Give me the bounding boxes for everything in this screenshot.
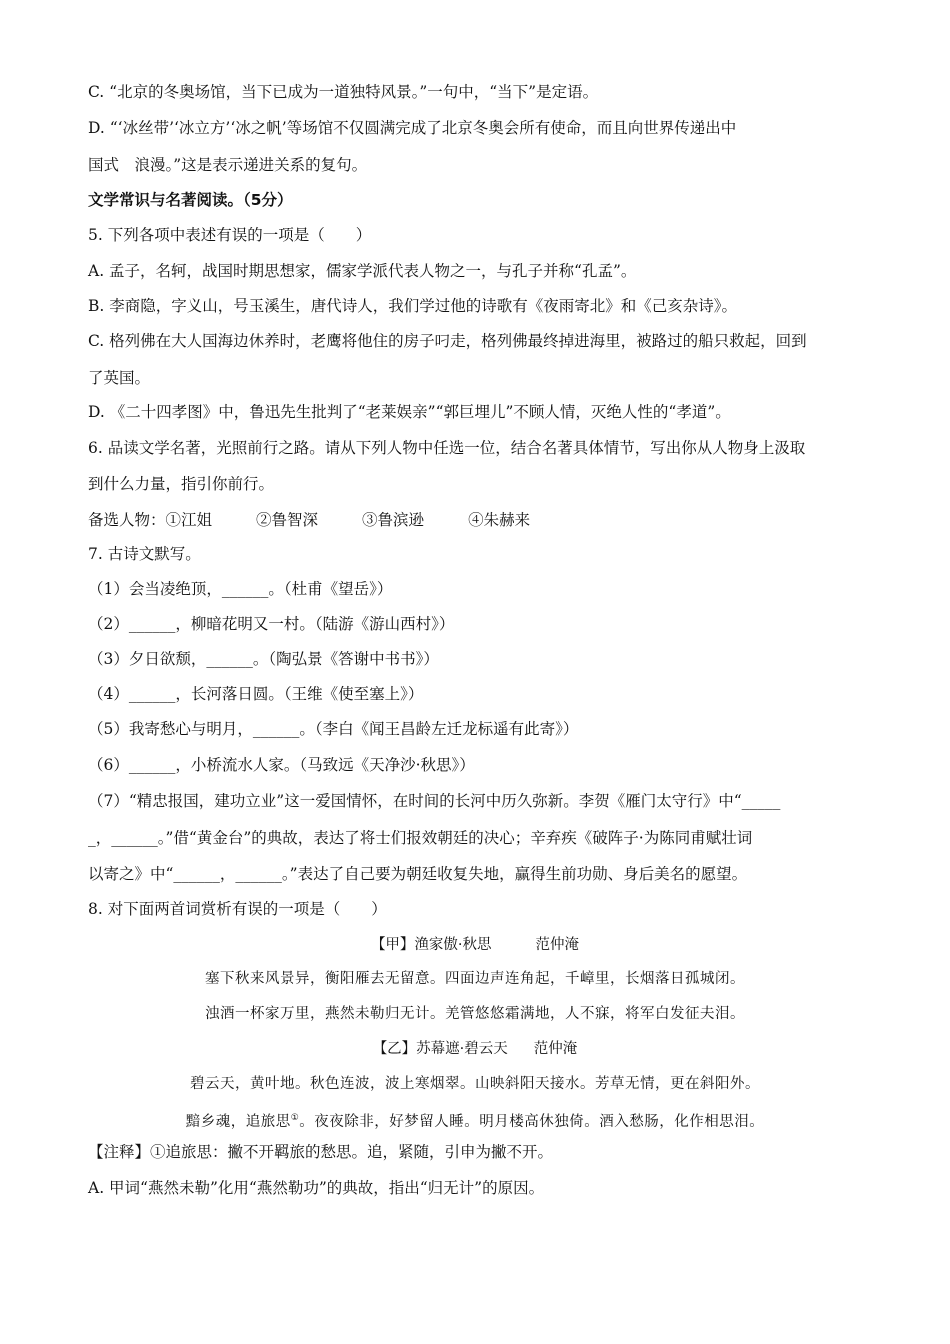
poem2-author: 范仲淹	[533, 1041, 578, 1057]
q8-stem: 8. 对下面两首词赏析有误的一项是（ ）	[88, 900, 387, 918]
q4-option-d-line2: 国式 浪漫。”这是表示递进关系的复句。	[88, 156, 368, 174]
poem2-line1: 碧云天，黄叶地。秋色连波，波上寒烟翠。山映斜阳天接水。芳草无情，更在斜阳外。	[190, 1076, 760, 1092]
q7-item7-line2: _，______。”借“黄金台”的典故，表达了将士们报效朝廷的决心；辛弃疾《破阵子·为陈同甫赋壮词	[88, 829, 753, 847]
q5-stem: 5. 下列各项中表述有误的一项是（ ）	[88, 226, 372, 244]
q7-item: （1）会当凌绝顶，______。（杜甫《望岳》）	[88, 580, 393, 598]
q4-option-c: C. “北京的冬奥场馆，当下已成为一道独特风景。”一句中，“当下”是定语。	[88, 83, 599, 101]
poem1-line1: 塞下秋来风景异，衡阳雁去无留意。四面边声连角起，千嶂里，长烟落日孤城闭。	[205, 971, 745, 987]
q5-option-c-line1: C. 格列佛在大人国海边休养时，老鹰将他住的房子叼走，格列佛最终掉进海里，被路过的船只救起，回到	[88, 332, 807, 350]
footnote-marker: ①	[290, 1113, 300, 1123]
q7-stem: 7. 古诗文默写。	[88, 545, 201, 563]
q6-candidate: ④朱赫来	[468, 511, 531, 529]
section-title: 文学常识与名著阅读。（5分）	[88, 191, 293, 209]
poem2-line2	[0, 1108, 950, 1132]
q8-note: 【注释】①追旅思：撇不开羁旅的愁思。追，紧随，引申为撇不开。	[88, 1143, 554, 1161]
poem1-author: 范仲淹	[535, 937, 580, 953]
q4-option-d-line1: D. “‘冰丝带’‘冰立方’‘冰之帆’等场馆不仅圆满完成了北京冬奥会所有使命，而且向世界传递出中	[88, 119, 737, 137]
q6-candidate: ①江姐	[165, 511, 213, 529]
q7-item: （5）我寄愁心与明月，______。（李白《闻王昌龄左迁龙标遥有此寄》）	[88, 720, 579, 738]
q5-option-d: D. 《二十四孝图》中，鲁迅先生批判了“老莱娱亲”“郭巨埋儿”不顾人情，灭绝人性的“孝道”。	[88, 403, 731, 421]
q7-item: （2）______，柳暗花明又一村。（陆游《游山西村》）	[88, 615, 455, 633]
poem1-line2: 浊酒一杯家万里，燕然未勒归无计。羌管悠悠霜满地，人不寐，将军白发征夫泪。	[205, 1006, 745, 1022]
q6-stem-line2: 到什么力量，指引你前行。	[88, 475, 275, 493]
q5-option-c-line2: 了英国。	[88, 369, 151, 387]
poem2-header	[0, 1039, 950, 1059]
poem2-line2-part2: 。夜夜除非，好梦留人睡。明月楼高休独倚。酒入愁肠，化作相思泪。	[299, 1113, 765, 1130]
q7-item7-line1: （7）“精忠报国，建功立业”这一爱国情怀，在时间的长河中历久弥新。李贺《雁门太守行》中“_____	[88, 792, 781, 810]
poem1-header	[0, 935, 950, 955]
q7-item: （6）______，小桥流水人家。（马致远《天净沙·秋思》）	[88, 756, 475, 774]
q8-option-a: A. 甲词“燕然未勒”化用“燕然勒功”的典故，指出“归无计”的原因。	[88, 1179, 545, 1197]
q6-candidate: ②鲁智深	[256, 511, 319, 529]
q5-option-b: B. 李商隐，字义山，号玉溪生，唐代诗人，我们学过他的诗歌有《夜雨寄北》和《己亥杂诗》。	[88, 297, 737, 315]
q6-candidates-label: 备选人物：	[88, 511, 166, 529]
poem1-title: 【甲】渔家傲·秋思	[370, 937, 492, 953]
q6-candidate: ③鲁滨逊	[362, 511, 425, 529]
q5-option-a: A. 孟子，名轲，战国时期思想家，儒家学派代表人物之一，与孔子并称“孔孟”。	[88, 262, 637, 280]
q7-item: （4）______，长河落日圆。（王维《使至塞上》）	[88, 685, 424, 703]
poem2-line2-part1: 黯乡魂，追旅思	[185, 1113, 291, 1130]
q6-candidates	[88, 510, 530, 530]
q7-item: （3）夕日欲颓，______。（陶弘景《答谢中书书》）	[88, 650, 439, 668]
poem2-title: 【乙】苏幕遮·碧云天	[372, 1041, 508, 1057]
q6-stem-line1: 6. 品读文学名著，光照前行之路。请从下列人物中任选一位，结合名著具体情节，写出你从人物身上汲取	[88, 439, 806, 457]
q7-item7-line3: 以寄之》中“______，______。”表达了自己要为朝廷收复失地，赢得生前功勋、身后美名的愿望。	[88, 865, 748, 883]
